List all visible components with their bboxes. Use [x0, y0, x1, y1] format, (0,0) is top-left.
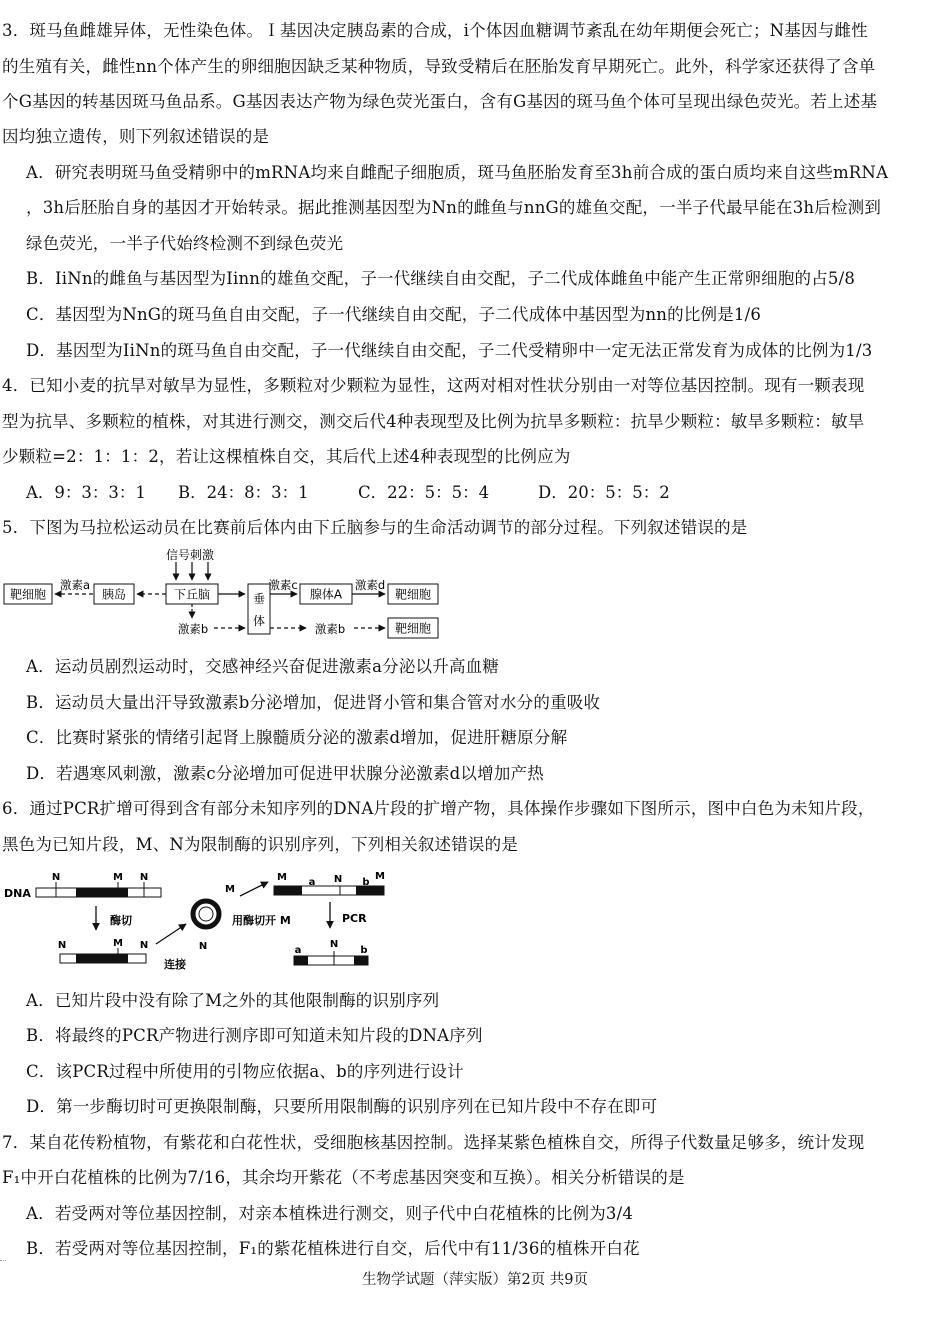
q6-stem-line-2: 黑色为已知片段，M、N为限制酶的识别序列，下列相关叙述错误的是 — [2, 835, 519, 854]
frag-n-label-2: N — [139, 940, 149, 951]
hormone-a-label: 激素a — [59, 578, 91, 592]
target-cell-label-3: 靶细胞 — [394, 621, 432, 636]
q4-option-b: B．24：8：3：1 — [178, 483, 309, 502]
q3-option-d: D．基因型为IiNn的斑马鱼自由交配，子一代继续自由交配，子二代受精卵中一定无法正常发育为成体的比例为1/3 — [26, 341, 873, 360]
q4-option-a: A．9：3：3：1 — [26, 483, 146, 502]
dna-n-label-1: N — [51, 872, 61, 883]
signal-label: 信号刺激 — [165, 548, 215, 562]
cut-step-label: 酶切 — [110, 914, 132, 927]
gland-a-label: 腺体A — [309, 587, 343, 602]
q5-option-a: A．运动员剧烈运动时，交感神经兴奋促进激素a分泌以升高血糖 — [26, 657, 500, 676]
dna-label: DNA — [4, 887, 31, 900]
pcr-known-left — [294, 956, 308, 965]
q7-option-b: B．若受两对等位基因控制，F₁的紫花植株进行自交，后代中有11/36的植株开白花 — [26, 1239, 640, 1258]
q5-stem: 5．下图为马拉松运动员在比赛前后体内由下丘脑参与的生命活动调节的部分过程。下列叙述错误的是 — [2, 518, 748, 537]
q4-stem-line-2: 型为抗旱、多颗粒的植株，对其进行测交，测交后代4种表现型及比例为抗旱多颗粒：抗旱少颗粒：敏旱多颗粒：敏旱 — [2, 412, 865, 431]
linear-known-right — [356, 886, 384, 895]
dna-known-segment — [76, 888, 128, 897]
q4-option-c: C．22：5：5：4 — [358, 483, 490, 502]
q3-stem-line-4: 因均独立遗传，则下列叙述错误的是 — [2, 127, 270, 146]
q7-stem-line-2: F₁中开白花植株的比例为7/16，其余均开紫花（不考虑基因突变和互换）。相关分析错误的是 — [2, 1168, 685, 1187]
linear-known-left — [274, 886, 302, 895]
linear-n-label: N — [333, 874, 343, 885]
pituitary-label-1: 垂体 — [252, 592, 266, 628]
q4-stem-line-3: 少颗粒=2：1：1：2，若让这棵植株自交，其后代上述4种表现型的比例应为 — [2, 447, 571, 466]
cut-fragment-known — [76, 954, 128, 963]
pcr-n-label: N — [329, 939, 339, 950]
hormone-b-label-2: 激素b — [314, 622, 346, 636]
q6-option-d: D．第一步酶切时可更换限制酶，只要所用限制酶的识别序列在已知片段中不存在即可 — [26, 1097, 658, 1116]
q6-stem-line-1: 6．通过PCR扩增可得到含有部分未知序列的DNA片段的扩增产物，具体操作步骤如下图所示，图中白色为未知片段， — [2, 799, 875, 818]
q3-stem-line-2: 的生殖有关，雌性nn个体产生的卵细胞因缺乏某种物质，导致受精后在胚胎发育早期死亡。此外，科学家还获得了含单 — [2, 57, 876, 76]
q4-option-d: D．20：5：5：2 — [538, 483, 670, 502]
q6-option-a: A．已知片段中没有除了M之外的其他限制酶的识别序列 — [26, 991, 440, 1010]
islet-label: 胰岛 — [101, 587, 127, 602]
dna-n-label-2: N — [139, 872, 149, 883]
hormone-d-label: 激素d — [354, 578, 386, 592]
dna-m-label: M — [113, 872, 123, 883]
frag-m-label: M — [113, 938, 123, 949]
circle-m-label: M — [225, 884, 235, 895]
q7-option-a: A．若受两对等位基因控制，对亲本植株进行测交，则子代中白花植株的比例为3/4 — [26, 1204, 634, 1223]
hormone-b-label-1: 激素b — [177, 622, 209, 636]
scan-edge-mark — [0, 1260, 6, 1261]
page-footer: 生物学试题（萍实版）第2页 共9页 — [361, 1272, 589, 1288]
q5-option-d: D．若遇寒风刺激，激素c分泌增加可促进甲状腺分泌激素d以增加产热 — [26, 764, 544, 783]
pcr-a-label: a — [294, 945, 302, 956]
q3-stem-line-3: 个G基因的转基因斑马鱼品系。G基因表达产物为绿色荧光蛋白，含有G基因的斑马鱼个体可呈现出绿色荧光。若上述基 — [2, 92, 878, 111]
q6-option-b: B．将最终的PCR产物进行测序即可知道未知片段的DNA序列 — [26, 1026, 483, 1045]
frag-n-label-1: N — [57, 940, 67, 951]
target-cell-label-1: 靶细胞 — [9, 587, 47, 602]
q6-diagram — [0, 868, 420, 972]
q3-option-c: C．基因型为NnG的斑马鱼自由交配，子一代继续自由交配，子二代成体中基因型为nn的比例是1/6 — [26, 305, 762, 324]
pcr-known-right — [354, 956, 368, 965]
linear-b-label: b — [362, 877, 370, 888]
q5-option-c: C．比赛时紧张的情绪引起肾上腺髓质分泌的激素d增加，促进肝糖原分解 — [26, 728, 568, 747]
circle-n-label: N — [198, 941, 208, 952]
linear-m-label-2: M — [375, 871, 385, 882]
open-step-label: 用酶切开 M — [232, 914, 291, 927]
q7-stem-line-1: 7．某自花传粉植物，有紫花和白花性状，受细胞核基因控制。选择某紫色植株自交，所得子代数量足够多，统计发现 — [2, 1133, 865, 1152]
target-cell-label-2: 靶细胞 — [394, 587, 432, 602]
q5-option-b: B．运动员大量出汗导致激素b分泌增加，促进肾小管和集合管对水分的重吸收 — [26, 693, 601, 712]
pcr-b-label: b — [360, 945, 368, 956]
hormone-c-label: 激素c — [268, 578, 298, 592]
q3-option-a-line-3: 绿色荧光，一半子代始终检测不到绿色荧光 — [26, 234, 344, 253]
q6-option-c: C．该PCR过程中所使用的引物应依据a、b的序列进行设计 — [26, 1062, 464, 1081]
hypothalamus-label: 下丘脑 — [173, 587, 211, 602]
q4-stem-line-1: 4．已知小麦的抗旱对敏旱为显性，多颗粒对少颗粒为显性，这两对相对性状分别由一对等位基因控制。现有一颗表现 — [2, 376, 865, 395]
q3-option-b: B．IiNn的雌鱼与基因型为Iinn的雄鱼交配，子一代继续自由交配，子二代成体雌鱼中能产生正常卵细胞的占5/8 — [26, 269, 856, 288]
pcr-step-label: PCR — [342, 912, 367, 925]
q4-options — [26, 482, 670, 504]
q5-diagram — [0, 542, 460, 646]
q3-option-a-line-2: ，3h后胚胎自身的基因才开始转录。据此推测基因型为Nn的雌鱼与nnG的雄鱼交配，一半子代最早能在3h后检测到 — [26, 198, 882, 217]
q3-option-a-line-1: A．研究表明斑马鱼受精卵中的mRNA均来自雌配子细胞质，斑马鱼胚胎发育至3h前合成的蛋白质均来自这些mRNA — [26, 163, 889, 182]
ligate-step-label: 连接 — [164, 958, 186, 971]
linear-m-label-1: M — [277, 872, 287, 883]
linear-a-label: a — [308, 877, 316, 888]
q3-stem-line-1: 3．斑马鱼雌雄异体，无性染色体。Ｉ基因决定胰岛素的合成，i个体因血糖调节紊乱在幼年期便会死亡；N基因与雌性 — [2, 21, 868, 40]
